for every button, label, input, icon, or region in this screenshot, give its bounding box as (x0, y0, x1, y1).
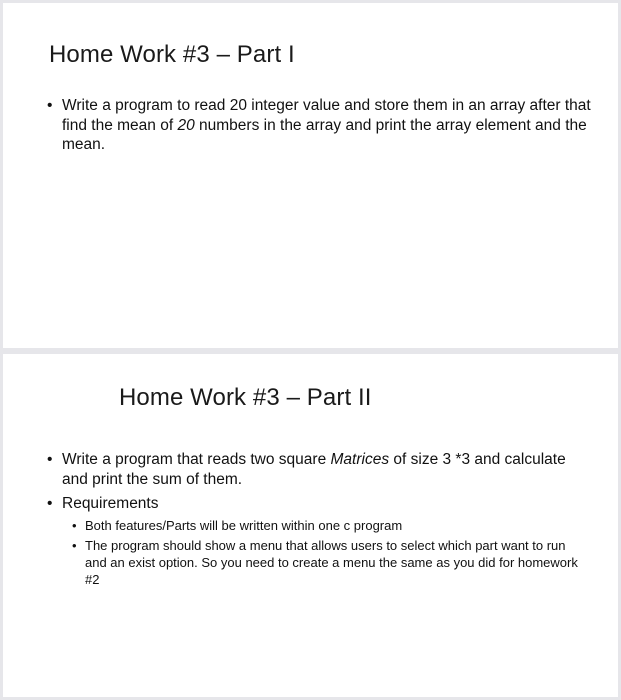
slide-title: Home Work #3 – Part I (49, 41, 295, 68)
slide-part-2 (3, 354, 618, 697)
slide-title: Home Work #3 – Part II (119, 384, 372, 411)
bullet-emphasis: 20 (177, 116, 195, 134)
sub-bullet-item: • The program should show a menu that allows users to select which part want to run and an exist option. So you need to create a menu the same as you did for homework #2 (62, 537, 587, 588)
bullet-text: numbers in the array and print the array element and the mean. (62, 116, 587, 153)
bullet-text: Write a program to read 20 integer value and store them in an array after that find the mean of (62, 97, 591, 134)
sub-bullet-list (62, 517, 587, 588)
bullet-text: Requirements (62, 495, 159, 512)
bullet-item (47, 450, 587, 489)
bullet-emphasis: Matrices (330, 451, 390, 468)
slide-part-1 (3, 3, 618, 348)
bullet-item-requirements (47, 494, 587, 588)
sub-bullet-item: • Both features/Parts will be written within one c program (62, 517, 587, 534)
bullet-list (47, 450, 587, 593)
bullet-list (47, 96, 592, 160)
bullet-item (47, 96, 592, 155)
bullet-text: of size 3 *3 and calculate and print the sum of them. (62, 451, 566, 488)
bullet-text: Write a program that reads two square (62, 451, 331, 468)
